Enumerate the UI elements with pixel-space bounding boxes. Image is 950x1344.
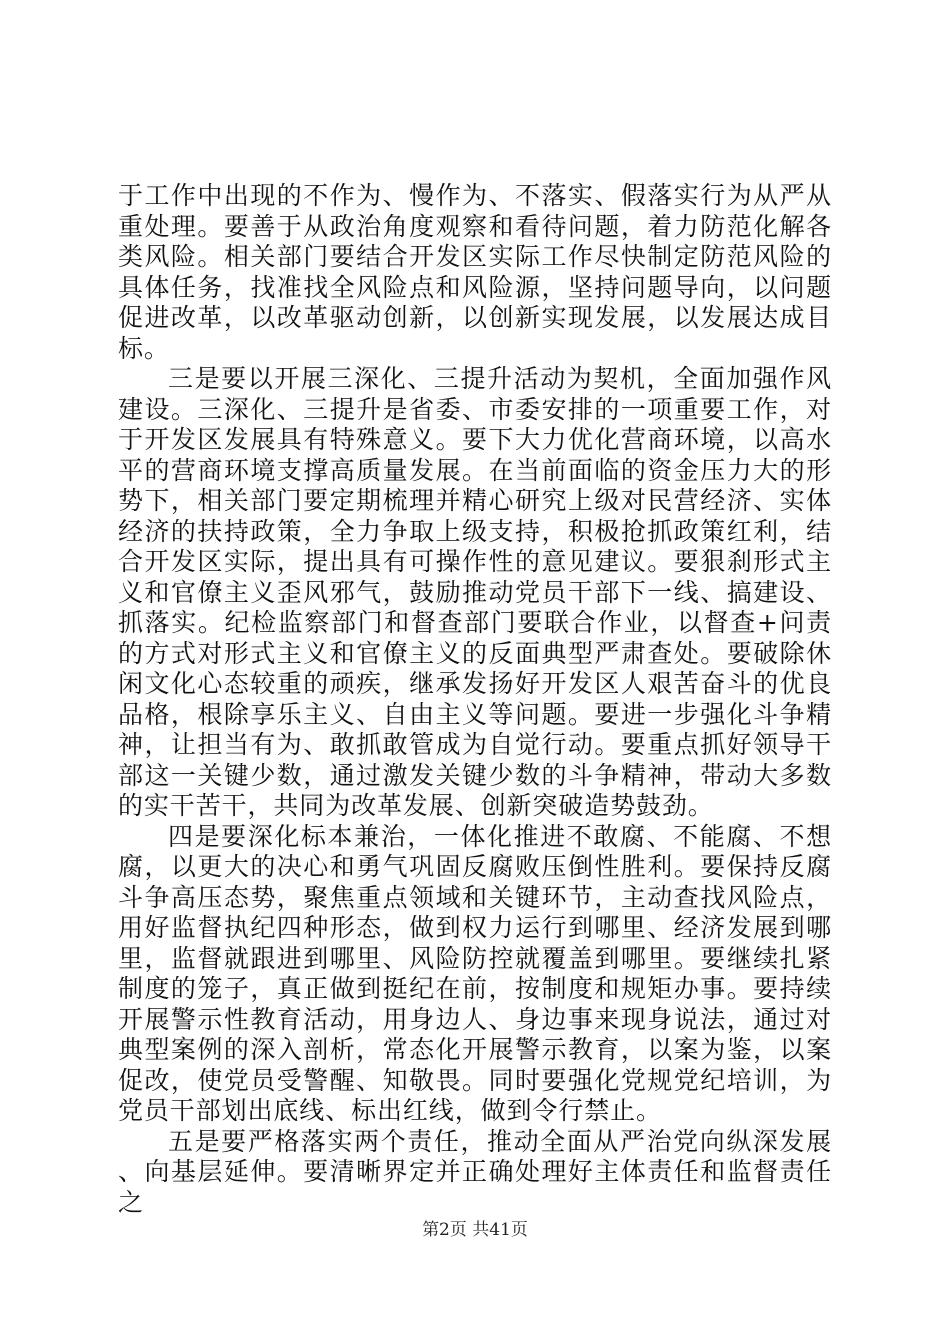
document-body: [118, 181, 832, 1218]
page-number-footer: 第2页 共41页: [422, 1220, 528, 1240]
paragraph-1: 于工作中出现的不作为、慢作为、不落实、假落实行为从严从重处理。要善于从政治角度观察和看待问题，着力防范化解各类风险。相关部门要结合开发区实际工作尽快制定防范风险的具体任务，找准找全风险点和风险源，坚持问题导向，以问题促进改革，以改革驱动创新，以创新实现发展，以发展达成目标。: [118, 181, 832, 363]
paragraph-2: 三是要以开展三深化、三提升活动为契机，全面加强作风建设。三深化、三提升是省委、市委安排的一项重要工作，对于开发区发展具有特殊意义。要下大力优化营商环境，以高水平的营商环境支撑高质量发展。在当前面临的资金压力大的形势下，相关部门要定期梳理并精心研究上级对民营经济、实体经济的扶持政策，全力争取上级支持，积极抢抓政策红利，结合开发区实际，提出具有可操作性的意见建议。要狠刹形式主义和官僚主义歪风邪气，鼓励推动党员干部下一线、搞建设、抓落实。纪检监察部门和督查部门要联合作业，以督查+问责的方式对形式主义和官僚主义的反面典型严肃查处。要破除休闲文化心态较重的顽疾，继承发扬好开发区人艰苦奋斗的优良品格，根除享乐主义、自由主义等问题。要进一步强化斗争精神，让担当有为、敢抓敢管成为自觉行动。要重点抓好领导干部这一关键少数，通过激发关键少数的斗争精神，带动大多数的实干苦干，共同为改革发展、创新突破造势鼓劲。: [118, 364, 832, 820]
paragraph-4: 五是要严格落实两个责任，推动全面从严治党向纵深发展、向基层延伸。要清晰界定并正确处理好主体责任和监督责任之: [118, 1126, 832, 1217]
paragraph-3: 四是要深化标本兼治，一体化推进不敢腐、不能腐、不想腐，以更大的决心和勇气巩固反腐败压倒性胜利。要保持反腐斗争高压态势，聚焦重点领域和关键环节，主动查找风险点，用好监督执纪四种形态，做到权力运行到哪里、经济发展到哪里，监督就跟进到哪里、风险防控就覆盖到哪里。要继续扎紧制度的笼子，真正做到挺纪在前，按制度和规矩办事。要持续开展警示性教育活动，用身边人、身边事来现身说法，通过对典型案例的深入剖析，常态化开展警示教育，以案为鉴，以案促改，使党员受警醒、知敬畏。同时要强化党规党纪培训，为党员干部划出底线、标出红线，做到令行禁止。: [118, 821, 832, 1125]
